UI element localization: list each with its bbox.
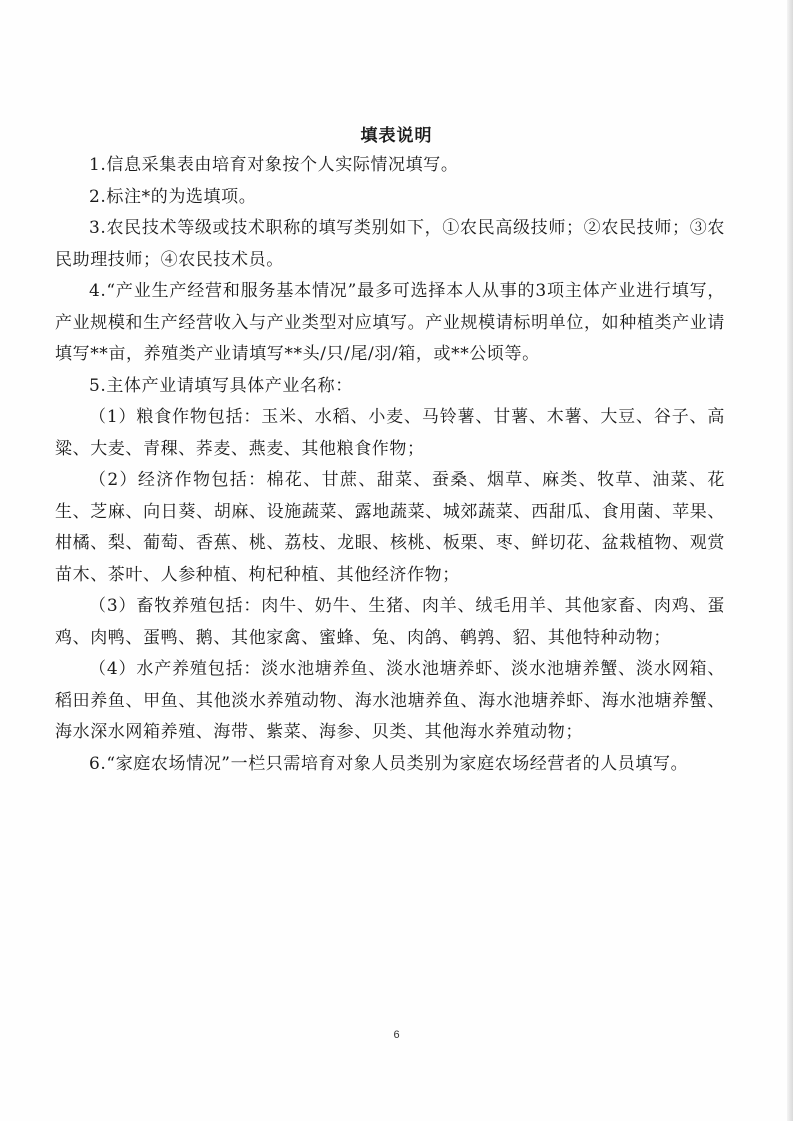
document-title: 填表说明 xyxy=(360,126,433,146)
paragraph-5-1: （1）粮食作物包括：玉米、水稻、小麦、马铃薯、甘薯、木薯、大豆、谷子、高粱、大麦、青稞、荞麦、燕麦、其他粮食作物； xyxy=(55,407,725,459)
paragraph-5-3: （3）畜牧养殖包括：肉牛、奶牛、生猪、肉羊、绒毛用羊、其他家畜、肉鸡、蛋鸡、肉鸭、蛋鸭、鹅、其他家禽、蜜蜂、兔、肉鸽、鹌鹑、貂、其他特种动物； xyxy=(55,596,725,648)
paragraph-1: 1.信息采集表由培育对象按个人实际情况填写。 xyxy=(89,155,459,175)
page-number: 6 xyxy=(393,1029,400,1041)
paragraph-5-4: （4）水产养殖包括：淡水池塘养鱼、淡水池塘养虾、淡水池塘养蟹、淡水网箱、稻田养鱼、甲鱼、其他淡水养殖动物、海水池塘养鱼、海水池塘养虾、海水池塘养蟹、海水深水网箱养殖、海带、紫菜、海参、贝类、其他海水养殖动物； xyxy=(55,659,725,742)
paragraph-3: 3.农民技术等级或技术职称的填写类别如下，①农民高级技师；②农民技师；③农民助理技师；④农民技术员。 xyxy=(55,218,725,270)
paragraph-5-2: （2）经济作物包括：棉花、甘蔗、甜菜、蚕桑、烟草、麻类、牧草、油菜、花生、芝麻、向日葵、胡麻、设施蔬菜、露地蔬菜、城郊蔬菜、西甜瓜、食用菌、苹果、柑橘、梨、葡萄、香蕉、桃、荔枝、龙眼、核桃、板栗、枣、鲜切花、盆栽植物、观赏苗木、茶叶、人参种植、枸杞种植、其他经济作物； xyxy=(55,470,725,585)
paragraph-4: 4.“产业生产经营和服务基本情况”最多可选择本人从事的3项主体产业进行填写，产业规模和生产经营收入与产业类型对应填写。产业规模请标明单位，如种植类产业请填写**亩，养殖类产业请填写**头/只/尾/羽/箱，或**公顷等。 xyxy=(55,281,725,364)
scan-edge xyxy=(787,0,793,1121)
paragraph-6: 6.“家庭农场情况”一栏只需培育对象人员类别为家庭农场经营者的人员填写。 xyxy=(89,753,689,774)
paragraph-2: 2.标注*的为选填项。 xyxy=(89,186,257,207)
paragraph-5: 5.主体产业请填写具体产业名称： xyxy=(89,375,353,396)
instructions-body xyxy=(55,150,725,780)
